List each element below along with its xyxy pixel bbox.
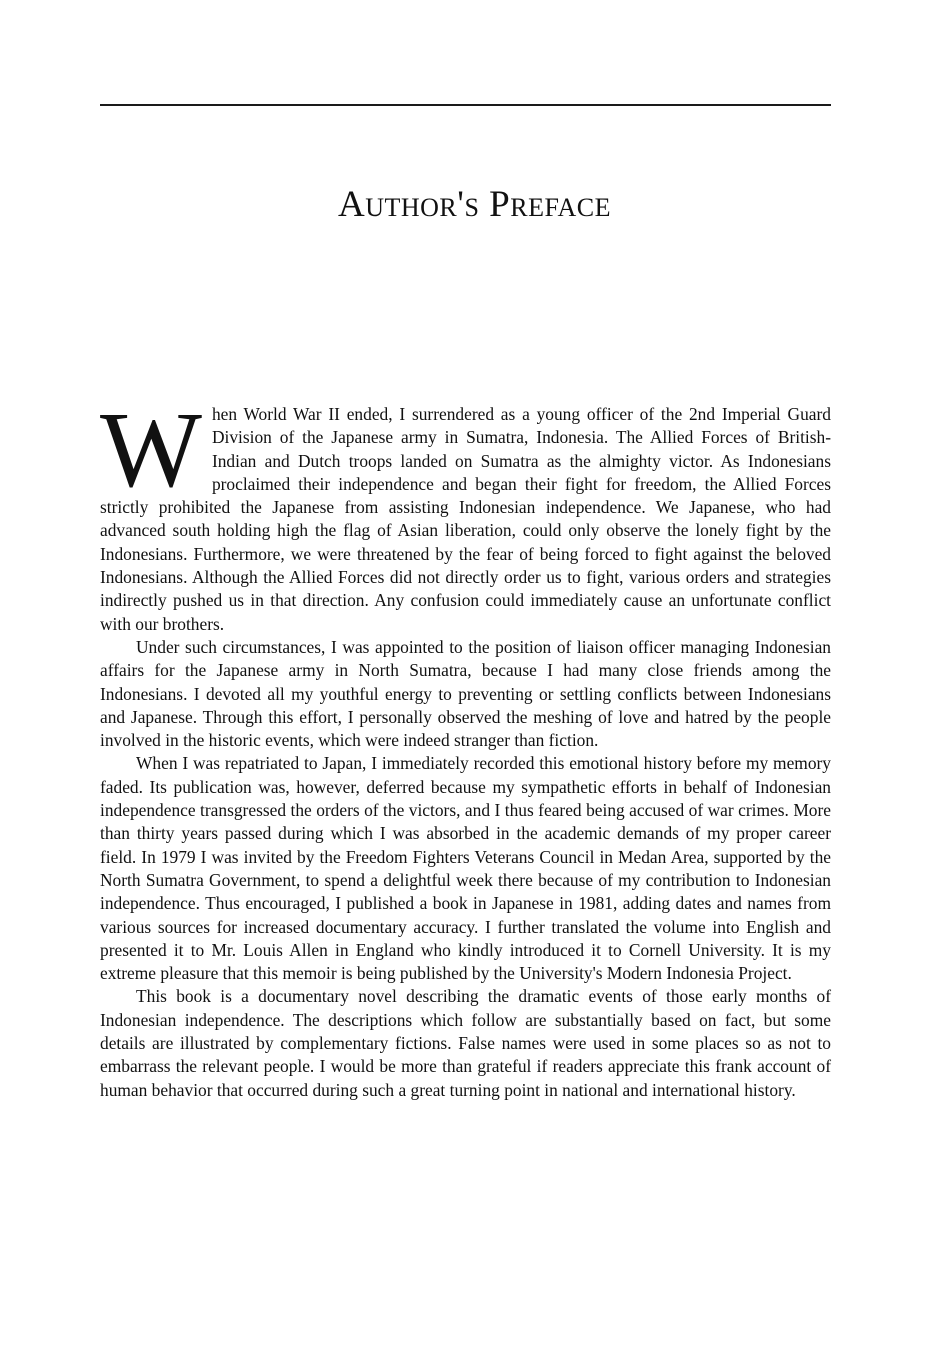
header-rule (100, 104, 831, 106)
preface-body (100, 391, 831, 1102)
page-title: Author's Preface (338, 184, 611, 225)
drop-cap: W (100, 391, 202, 510)
paragraph-2: Under such circumstances, I was appointed to the position of liaison officer managing Indonesian affairs for the Japanese army in North Sumatra, because I had many close friends among the Indonesians. I devoted all my youthful energy to preventing or settling conflicts between Indonesians and Japanese. Through this effort, I personally observed the meshing of love and hatred by the people involved in the historic events, which were indeed stranger than fiction. (100, 636, 831, 751)
paragraph-4: This book is a documentary novel describing the dramatic events of those early months of Indonesian independence. The descriptions which follow are substantially based on fact, but some details are illustrated by complementary fictions. False names were used in some places so as not to embarrass the relevant people. I would be more than grateful if readers appreciate this frank account of human behavior that occurred during such a great turning point in national and international history. (100, 986, 831, 1100)
paragraph-1-text: hen World War II ended, I surrendered as a young officer of the 2nd Imperial Guard Division of the Japanese army in Sumatra, Indonesia. The Allied Forces of British-Indian and Dutch troops landed on Sumatra as the almighty victor. As Indonesians proclaimed their independence and began their fight for freedom, the Allied Forces strictly prohibited the Japanese from assisting Indonesian independence. We Japanese, who had advanced south holding high the flag of Asian liberation, could only observe the lonely fight by the Indonesians. Furthermore, we were threatened by the fear of being forced to fight against the beloved Indonesians. Although the Allied Forces did not directly order us to fight, various orders and strategies indirectly pushed us in that direction. Any confusion could immediately cause an unfortunate conflict with our brothers. (100, 404, 831, 634)
paragraph-3: When I was repatriated to Japan, I immediately recorded this emotional history before my memory faded. Its publication was, however, deferred because my sympathetic efforts in behalf of Indonesian independence transgressed the orders of the victors, and I thus feared being accused of war crimes. More than thirty years passed during which I was absorbed in the academic demands of my proper career field. In 1979 I was invited by the Freedom Fighters Veterans Council in Medan Area, supported by the North Sumatra Government, to spend a delightful week there because of my contribution to Indonesian independence. Thus encouraged, I published a book in Japanese in 1981, adding dates and names from various sources for increased documentary accuracy. I further translated the volume into English and presented it to Mr. Louis Allen in England who kindly introduced it to Cornell University. It is my extreme pleasure that this memoir is being published by the University's Modern Indonesia Project. (100, 753, 831, 984)
paragraph-1 (100, 391, 831, 636)
